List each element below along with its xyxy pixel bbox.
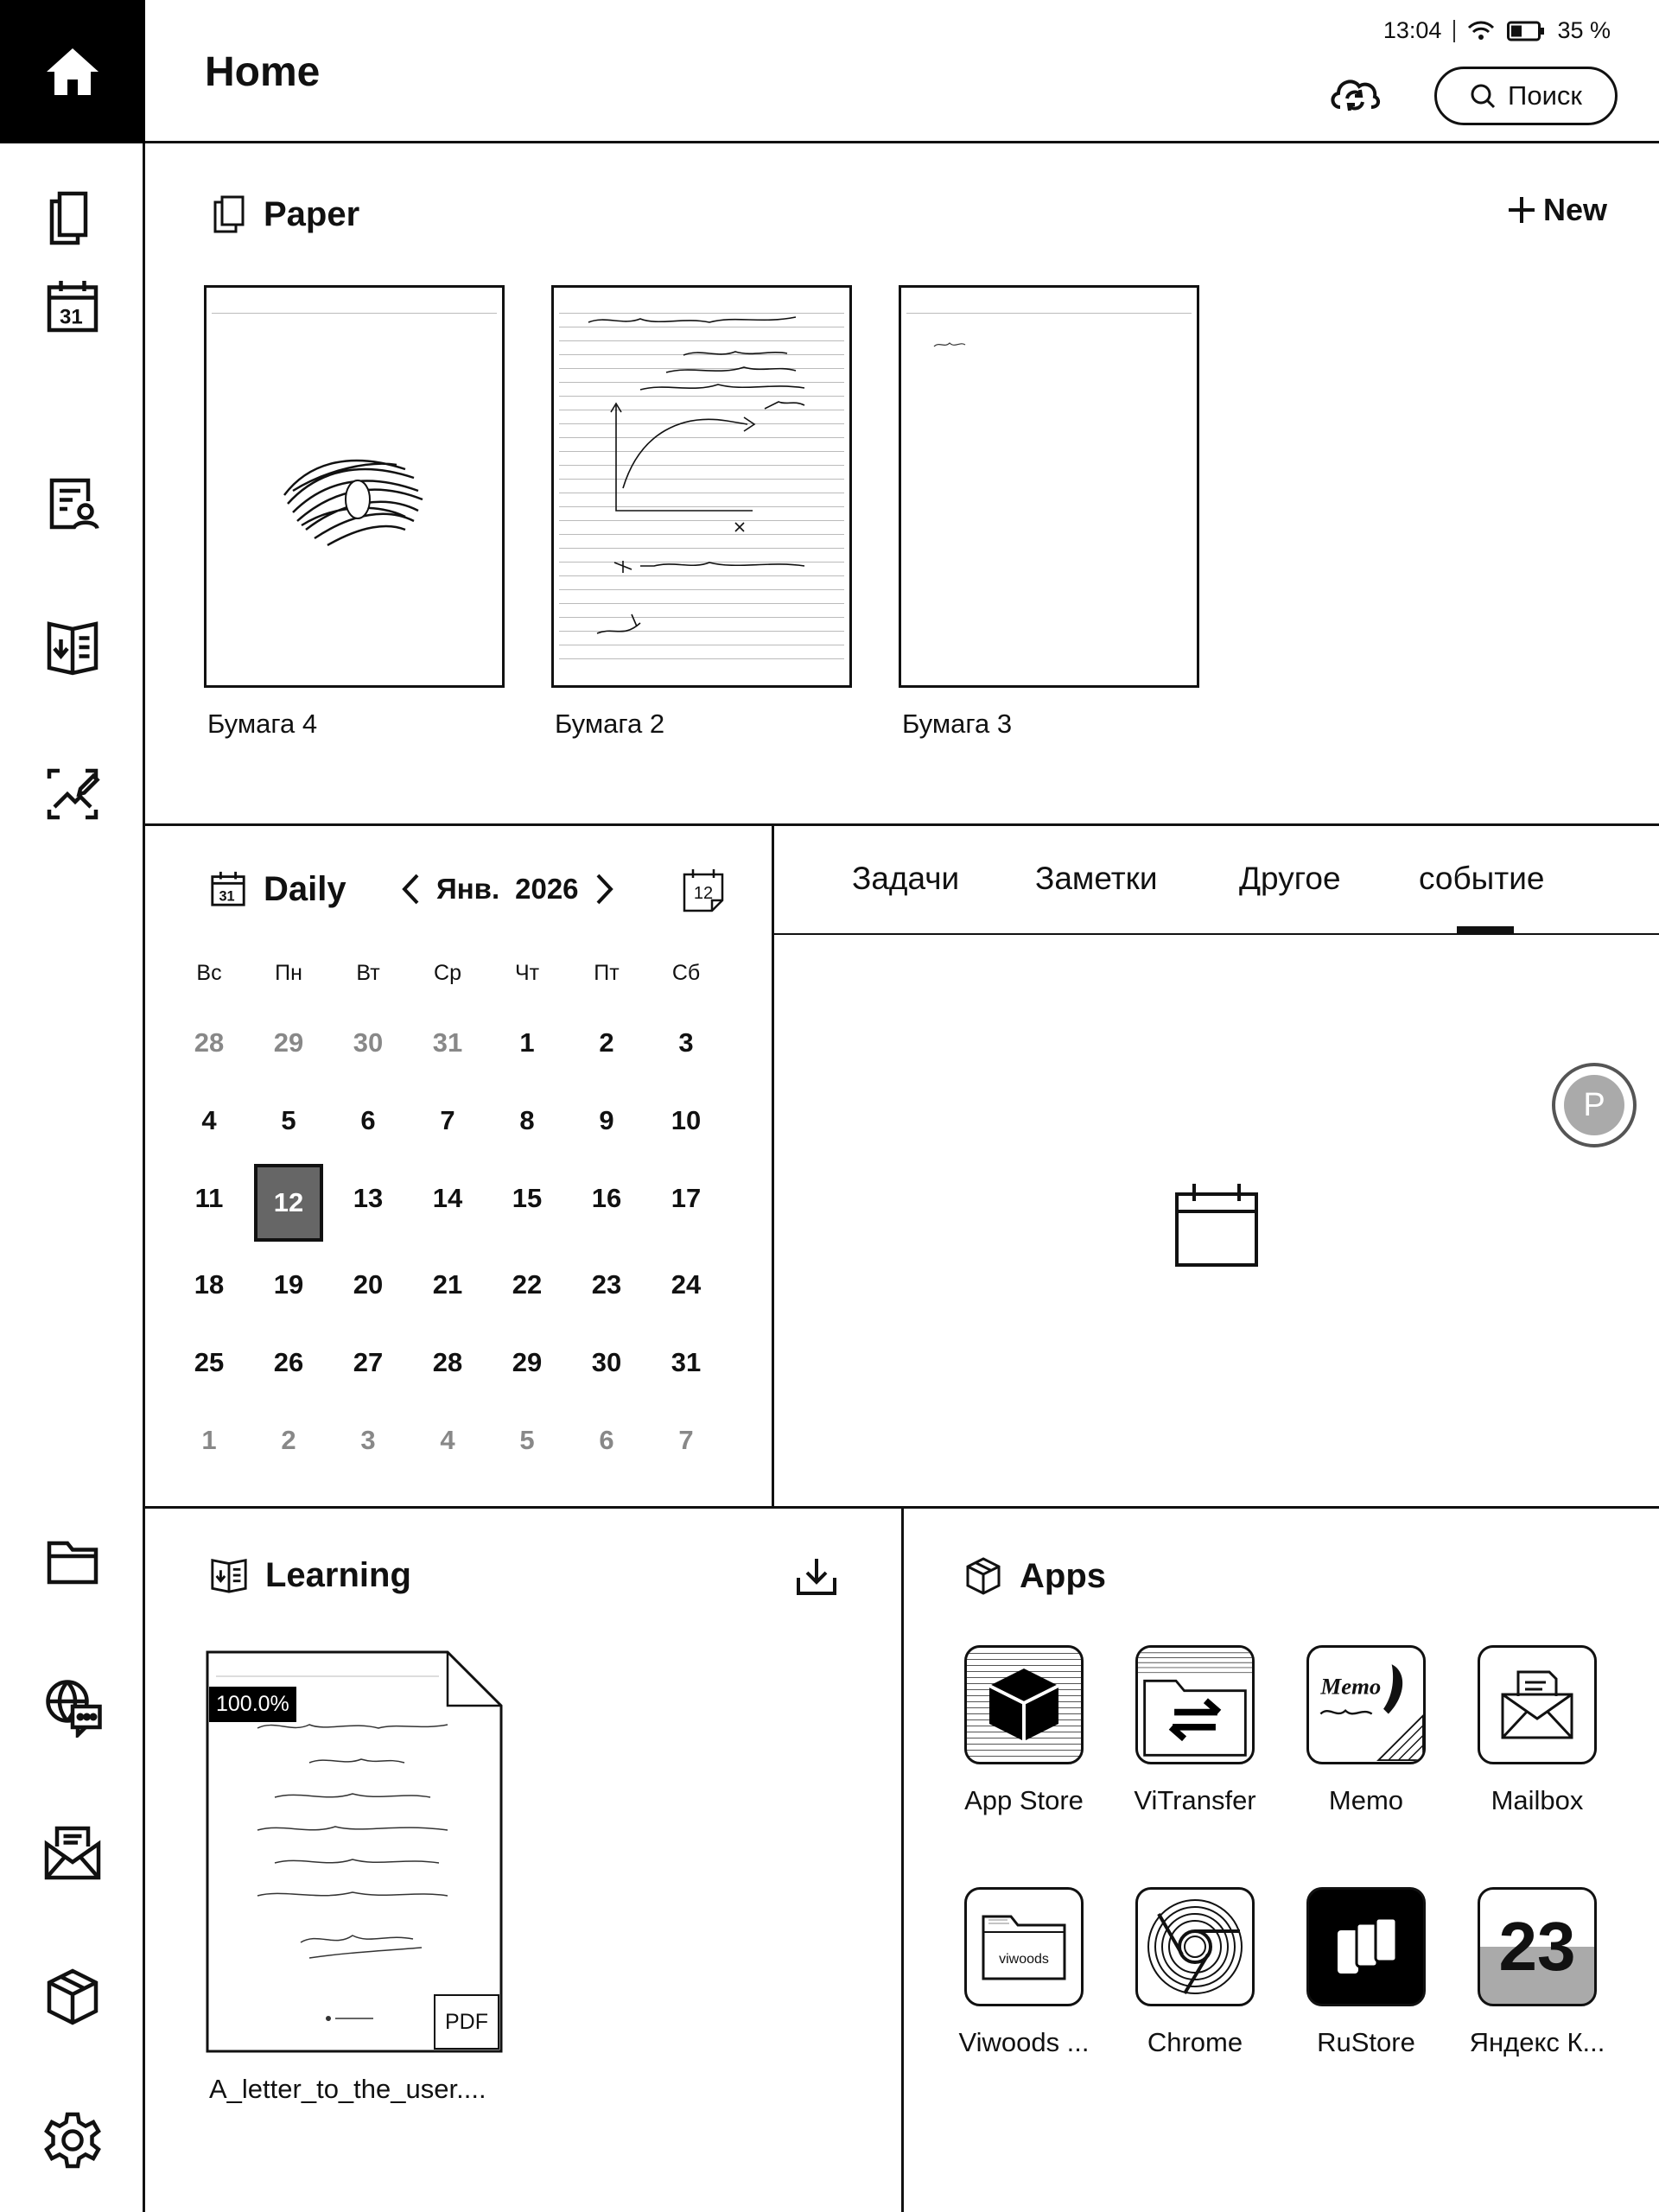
app-label: ViTransfer [1134, 1785, 1256, 1815]
calendar-day[interactable]: 4 [201, 1105, 217, 1135]
calendar-icon [208, 869, 248, 909]
weekday-label: Вс [196, 961, 222, 985]
paper-name: Бумага 2 [555, 709, 665, 739]
calendar-day[interactable]: 29 [512, 1347, 543, 1377]
active-tab-indicator [1457, 926, 1514, 933]
chevron-left-icon[interactable] [400, 873, 421, 906]
document-thumbnail[interactable] [206, 1650, 503, 2053]
daily-section [145, 826, 774, 1509]
sidebar-item-browser[interactable] [0, 1642, 145, 1771]
tab-tasks[interactable]: Задачи [852, 861, 960, 896]
paper-section-title: Paper [210, 194, 359, 235]
svg-text:12: 12 [693, 884, 714, 903]
calendar-day[interactable]: 8 [519, 1105, 535, 1135]
status-divider [1453, 20, 1455, 42]
apps-section-title: Apps [963, 1555, 1106, 1597]
book-download-icon [41, 616, 104, 678]
week-row [169, 1160, 726, 1246]
gear-icon [41, 2109, 104, 2171]
calendar-day[interactable]: 20 [353, 1269, 384, 1300]
sidebar-item-home[interactable] [0, 0, 145, 143]
app-tile[interactable] [938, 1887, 1109, 2058]
svg-text:Memo: Memo [1320, 1673, 1382, 1700]
week-row [169, 1402, 726, 1479]
app-label: Chrome [1147, 2027, 1243, 2057]
sidebar-item-files[interactable] [0, 1497, 145, 1626]
tab-other[interactable]: Другое [1239, 861, 1341, 896]
calendar-day[interactable]: 13 [353, 1183, 384, 1213]
folder-icon [41, 1530, 104, 1592]
cube-icon [963, 1555, 1004, 1597]
calendar-day[interactable]: 5 [281, 1105, 296, 1135]
calendar-day[interactable]: 24 [671, 1269, 702, 1300]
battery-level: 35 % [1557, 17, 1611, 43]
yandex-calendar-icon[interactable]: 23 [1478, 1887, 1597, 2006]
month-label: Янв. [436, 873, 500, 905]
sidebar-item-apps[interactable] [0, 1932, 145, 2062]
tasks-section [774, 826, 1659, 1509]
calendar-day[interactable]: 30 [353, 1027, 384, 1058]
handwriting-drawing [932, 340, 967, 350]
calendar-day[interactable]: 4 [440, 1425, 455, 1455]
app-tile[interactable] [1109, 1645, 1281, 1816]
calendar-day-selected[interactable]: 12 [254, 1164, 323, 1242]
go-to-today-button[interactable] [681, 866, 733, 918]
learning-section-title: Learning [208, 1555, 411, 1595]
paper-thumbnail-header [906, 300, 1192, 314]
sidebar-item-learning[interactable] [0, 582, 145, 712]
calendar-day[interactable]: 31 [432, 1027, 463, 1058]
download-icon [795, 1555, 838, 1597]
week-row [169, 1324, 726, 1402]
calendar-day[interactable]: 1 [519, 1027, 535, 1058]
calendar-day[interactable]: 10 [671, 1105, 702, 1135]
search-icon [1470, 83, 1496, 109]
app-tile[interactable] [938, 1645, 1109, 1816]
calendar-day[interactable]: 1 [201, 1425, 217, 1455]
calendar-day[interactable]: 7 [440, 1105, 455, 1135]
app-label: Memo [1328, 1785, 1404, 1815]
page-title: Home [205, 49, 321, 95]
calendar-day[interactable]: 3 [678, 1027, 694, 1058]
app-label: Mailbox [1491, 1785, 1584, 1815]
app-tile[interactable] [1281, 1887, 1452, 2058]
calendar-day[interactable]: 2 [281, 1425, 296, 1455]
daily-section-title: 31 Daily [208, 869, 346, 909]
calendar-day[interactable]: 26 [273, 1347, 304, 1377]
scribble-drawing [276, 443, 431, 556]
calendar-day[interactable]: 25 [194, 1347, 225, 1377]
learning-section [145, 1509, 904, 2212]
paper-card[interactable] [551, 285, 852, 740]
new-paper-button[interactable]: New [1507, 192, 1607, 228]
memo-icon[interactable] [1306, 1645, 1426, 1764]
status-time: 13:04 [1382, 17, 1442, 43]
weekday-label: Чт [514, 961, 540, 985]
floating-assistant-button[interactable] [1552, 1063, 1637, 1147]
document-user-icon [41, 473, 104, 535]
calendar-day[interactable]: 11 [194, 1183, 224, 1213]
app-tile[interactable] [1281, 1645, 1452, 1816]
weekday-label: Пт [594, 961, 620, 985]
learning-document-card[interactable] [206, 1650, 506, 2105]
calendar-day[interactable]: 3 [360, 1425, 376, 1455]
wifi-icon [1467, 21, 1495, 41]
svg-text:31: 31 [219, 888, 235, 905]
calendar-day[interactable]: 5 [519, 1425, 535, 1455]
chevron-right-icon[interactable] [594, 873, 615, 906]
file-type-badge: PDF [434, 1994, 499, 2050]
week-row [169, 1004, 726, 1082]
calendar-day[interactable]: 14 [432, 1183, 463, 1213]
sync-button[interactable] [1320, 67, 1389, 119]
progress-badge: 100.0% [209, 1687, 296, 1722]
calendar-day[interactable]: 7 [678, 1425, 694, 1455]
calendar-day[interactable]: 23 [591, 1269, 622, 1300]
paper-section [145, 143, 1659, 826]
empty-calendar-icon [1173, 1182, 1260, 1268]
calendar-today-icon [681, 866, 726, 914]
plus-icon [1507, 195, 1536, 225]
home-icon [41, 41, 104, 103]
paper-thumbnail[interactable] [899, 285, 1199, 688]
cube-icon [41, 1966, 104, 2028]
calendar-day[interactable]: 22 [512, 1269, 543, 1300]
calendar-day[interactable]: 30 [591, 1347, 622, 1377]
paper-thumbnail-header [212, 300, 497, 314]
sidebar-item-drawing[interactable] [0, 729, 145, 859]
document-name: A_letter_to_the_user.... [209, 2074, 486, 2104]
calendar-day[interactable]: 6 [599, 1425, 614, 1455]
year-label: 2026 [515, 873, 579, 905]
app-tile[interactable] [1452, 1887, 1623, 2058]
battery-icon [1507, 20, 1545, 42]
calendar-grid [169, 961, 726, 1479]
app-tile[interactable] [1109, 1887, 1281, 2058]
mailbox-icon[interactable] [1478, 1645, 1597, 1764]
paper-name: Бумага 3 [902, 709, 1013, 739]
globe-chat-icon [41, 1675, 104, 1738]
app-label: Яндекс К... [1469, 2027, 1605, 2057]
search-label: Поиск [1508, 80, 1582, 111]
viwoods-icon[interactable] [964, 1887, 1084, 2006]
weekday-label: Сб [671, 961, 701, 985]
status-bar [1383, 17, 1611, 44]
calendar-icon [41, 276, 104, 338]
sidebar-item-calendar[interactable] [0, 242, 145, 372]
calendar-day[interactable]: 21 [432, 1269, 463, 1300]
app-tile[interactable] [1452, 1645, 1623, 1816]
book-download-icon [208, 1555, 250, 1595]
floating-button-label: P [1564, 1075, 1624, 1135]
tab-events[interactable]: событие [1419, 861, 1545, 896]
weekday-label: Вт [356, 961, 380, 985]
paper-card[interactable] [204, 285, 505, 740]
image-edit-icon [41, 763, 104, 825]
calendar-day[interactable]: 15 [512, 1183, 543, 1213]
week-row [169, 1082, 726, 1160]
svg-text:31: 31 [60, 305, 83, 329]
paper-name: Бумага 4 [207, 709, 318, 739]
calendar-day[interactable]: 31 [671, 1347, 702, 1377]
weekday-label: Пн [275, 961, 302, 985]
calendar-day[interactable]: 9 [599, 1105, 614, 1135]
document-icon [41, 186, 104, 248]
calendar-day[interactable]: 29 [273, 1027, 304, 1058]
search-button[interactable] [1434, 67, 1618, 125]
month-navigator [400, 873, 615, 906]
calendar-day[interactable]: 28 [194, 1027, 225, 1058]
week-row [169, 1246, 726, 1324]
paper-card[interactable] [899, 285, 1199, 740]
sidebar [0, 0, 145, 2212]
document-icon [210, 194, 248, 235]
handwriting-drawing [571, 310, 839, 656]
apps-section [904, 1509, 1659, 2212]
paper-thumbnail[interactable] [204, 285, 505, 688]
mail-icon [41, 1821, 104, 1883]
calendar-day[interactable]: 2 [599, 1027, 614, 1058]
chrome-icon[interactable] [1135, 1887, 1255, 2006]
import-button[interactable] [795, 1555, 838, 1601]
tab-bar [774, 826, 1659, 935]
calendar-day[interactable]: 28 [432, 1347, 463, 1377]
app-label: RuStore [1317, 2027, 1415, 2057]
calendar-day[interactable]: 6 [360, 1105, 376, 1135]
sidebar-item-settings[interactable] [0, 2075, 145, 2205]
weekday-label: Ср [434, 961, 461, 985]
svg-text:viwoods: viwoods [999, 1952, 1049, 1967]
cloud-sync-icon [1328, 73, 1382, 114]
paper-thumbnail[interactable] [551, 285, 852, 688]
header [145, 0, 1659, 143]
vitransfer-icon[interactable] [1135, 1645, 1255, 1764]
weekday-row [169, 961, 726, 1004]
app-store-icon[interactable] [964, 1645, 1084, 1764]
calendar-day[interactable]: 27 [353, 1347, 384, 1377]
calendar-day[interactable]: 16 [591, 1183, 622, 1213]
app-label: Viwoods ... [958, 2027, 1090, 2057]
rustore-icon[interactable] [1306, 1887, 1426, 2006]
calendar-day[interactable]: 18 [194, 1269, 225, 1300]
calendar-day[interactable]: 19 [273, 1269, 304, 1300]
app-label: App Store [964, 1785, 1084, 1815]
calendar-day[interactable]: 17 [671, 1183, 702, 1213]
sidebar-item-mail[interactable] [0, 1787, 145, 1916]
tab-notes[interactable]: Заметки [1035, 861, 1158, 896]
sidebar-item-templates[interactable] [0, 439, 145, 569]
